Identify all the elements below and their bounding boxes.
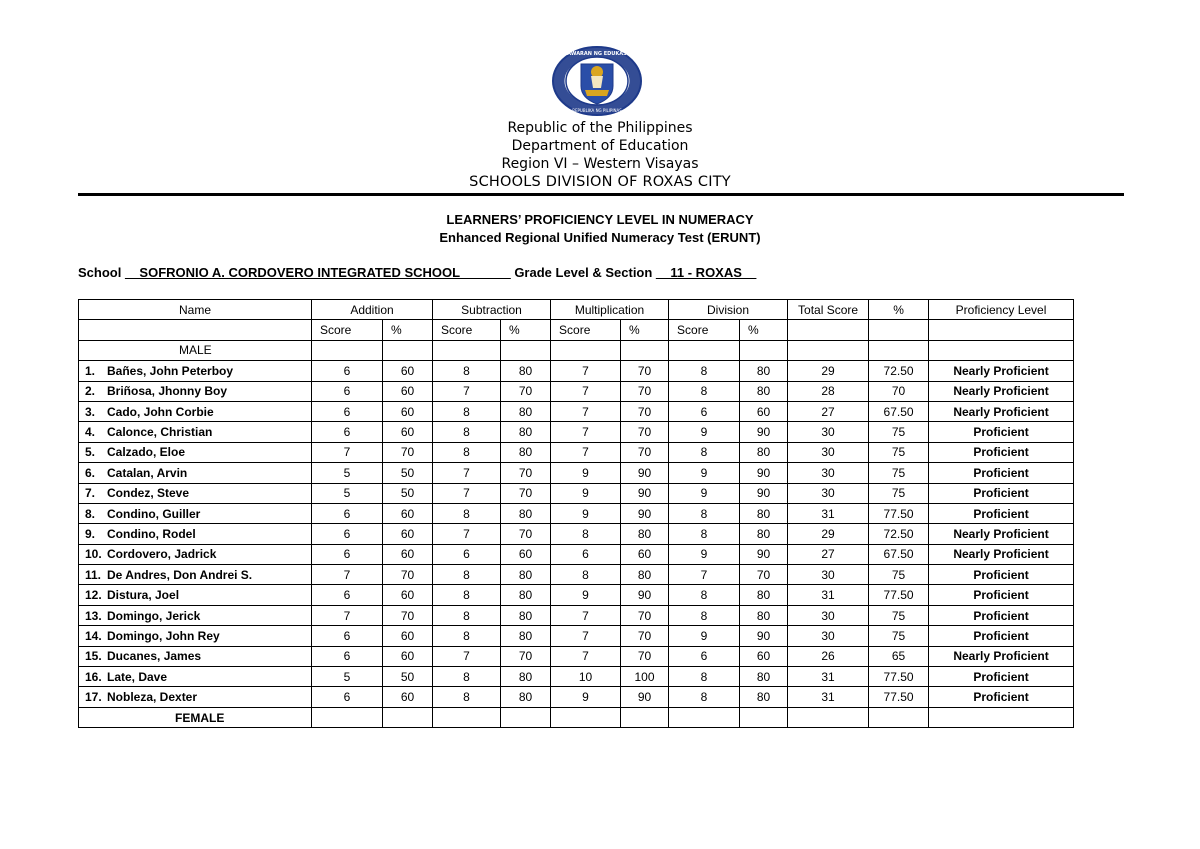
addition-percent-cell: 50 <box>383 483 433 503</box>
total-percent-cell: 72.50 <box>869 524 929 544</box>
total-score-cell: 30 <box>788 605 869 625</box>
multiplication-percent-cell: 90 <box>621 687 669 707</box>
learner-name-cell <box>79 401 312 421</box>
header-divider <box>78 193 1124 196</box>
proficiency-level-cell: Nearly Proficient <box>929 381 1074 401</box>
subtraction-score-cell: 8 <box>433 361 501 381</box>
learner-name: Late, Dave <box>107 669 168 684</box>
learner-number: 7. <box>85 486 96 501</box>
proficiency-level-cell: Nearly Proficient <box>929 524 1074 544</box>
division-percent-cell: 60 <box>740 646 788 666</box>
subtraction-score-cell: 8 <box>433 422 501 442</box>
multiplication-score-cell: 9 <box>551 585 621 605</box>
addition-score-cell: 6 <box>312 687 383 707</box>
col-header-division: Division <box>669 300 788 320</box>
subtraction-percent-cell: 80 <box>501 667 551 687</box>
multiplication-percent-cell: 70 <box>621 401 669 421</box>
division-score-cell: 8 <box>669 687 740 707</box>
division-score-cell: 8 <box>669 667 740 687</box>
subtraction-percent-cell: 70 <box>501 381 551 401</box>
multiplication-percent-cell: 80 <box>621 524 669 544</box>
division-percent-cell: 80 <box>740 524 788 544</box>
addition-score-cell: 6 <box>312 503 383 523</box>
subheader-addition-percent: % <box>383 320 433 340</box>
table-header-row <box>79 300 1074 320</box>
learner-name: Condino, Guiller <box>107 506 201 521</box>
division-score-cell: 8 <box>669 605 740 625</box>
division-score-cell: 8 <box>669 585 740 605</box>
multiplication-score-cell: 7 <box>551 626 621 646</box>
proficiency-level-cell: Proficient <box>929 442 1074 462</box>
total-percent-cell: 65 <box>869 646 929 666</box>
proficiency-level-cell: Proficient <box>929 626 1074 646</box>
learner-name-cell <box>79 687 312 707</box>
subtraction-score-cell: 8 <box>433 667 501 687</box>
subtraction-percent-cell: 80 <box>501 626 551 646</box>
subtraction-score-cell: 8 <box>433 442 501 462</box>
subtraction-percent-cell: 80 <box>501 605 551 625</box>
total-score-cell: 27 <box>788 544 869 564</box>
addition-percent-cell: 60 <box>383 361 433 381</box>
col-header-subtraction: Subtraction <box>433 300 551 320</box>
addition-score-cell: 5 <box>312 463 383 483</box>
multiplication-percent-cell: 70 <box>621 646 669 666</box>
addition-score-cell: 6 <box>312 422 383 442</box>
group-row-male <box>79 340 1074 360</box>
learner-number: 15. <box>85 649 102 664</box>
division-percent-cell: 80 <box>740 687 788 707</box>
learner-name: Domingo, Jerick <box>107 608 201 623</box>
subtraction-score-cell: 7 <box>433 483 501 503</box>
col-header-percent: % <box>869 300 929 320</box>
total-score-cell: 30 <box>788 483 869 503</box>
subtraction-score-cell: 8 <box>433 687 501 707</box>
division-percent-cell: 90 <box>740 483 788 503</box>
proficiency-level-cell: Proficient <box>929 422 1074 442</box>
subtraction-percent-cell: 80 <box>501 565 551 585</box>
learner-name: Calzado, Eloe <box>107 445 186 460</box>
subheader-division-percent: % <box>740 320 788 340</box>
multiplication-percent-cell: 80 <box>621 565 669 585</box>
division-percent-cell: 80 <box>740 667 788 687</box>
subheader-subtraction-percent: % <box>501 320 551 340</box>
multiplication-score-cell: 9 <box>551 687 621 707</box>
proficiency-level-cell: Proficient <box>929 687 1074 707</box>
multiplication-percent-cell: 100 <box>621 667 669 687</box>
subheader-multiplication-percent: % <box>621 320 669 340</box>
table-row <box>79 463 1074 483</box>
addition-score-cell: 6 <box>312 524 383 544</box>
multiplication-percent-cell: 70 <box>621 381 669 401</box>
addition-score-cell: 7 <box>312 565 383 585</box>
division-percent-cell: 80 <box>740 503 788 523</box>
subtraction-score-cell: 8 <box>433 626 501 646</box>
multiplication-score-cell: 6 <box>551 544 621 564</box>
proficiency-table <box>78 299 1074 728</box>
division-percent-cell: 90 <box>740 626 788 646</box>
learner-name: Cordovero, Jadrick <box>107 547 217 562</box>
multiplication-percent-cell: 70 <box>621 422 669 442</box>
total-percent-cell: 75 <box>869 442 929 462</box>
division-percent-cell: 80 <box>740 361 788 381</box>
learner-number: 6. <box>85 465 96 480</box>
table-row <box>79 524 1074 544</box>
total-percent-cell: 75 <box>869 483 929 503</box>
deped-seal-logo <box>551 46 643 116</box>
division-score-cell: 8 <box>669 524 740 544</box>
total-score-cell: 31 <box>788 687 869 707</box>
page-title: LEARNERS’ PROFICIENCY LEVEL IN NUMERACY <box>446 212 754 227</box>
subheader-empty <box>929 320 1074 340</box>
division-score-cell: 7 <box>669 565 740 585</box>
proficiency-level-cell: Proficient <box>929 585 1074 605</box>
total-score-cell: 30 <box>788 463 869 483</box>
learner-number: 17. <box>85 690 102 705</box>
division-percent-cell: 90 <box>740 463 788 483</box>
multiplication-percent-cell: 90 <box>621 463 669 483</box>
multiplication-score-cell: 7 <box>551 381 621 401</box>
proficiency-level-cell: Proficient <box>929 667 1074 687</box>
division-score-cell: 9 <box>669 544 740 564</box>
learner-name-cell <box>79 524 312 544</box>
learner-name: Cado, John Corbie <box>107 404 214 419</box>
multiplication-percent-cell: 70 <box>621 626 669 646</box>
school-info-line <box>78 265 756 280</box>
subtraction-percent-cell: 80 <box>501 361 551 381</box>
learner-number: 16. <box>85 669 102 684</box>
multiplication-percent-cell: 70 <box>621 442 669 462</box>
total-score-cell: 30 <box>788 442 869 462</box>
learner-name-cell <box>79 585 312 605</box>
subheader-empty <box>869 320 929 340</box>
svg-text:KAGAWARAN NG EDUKASYON: KAGAWARAN NG EDUKASYON <box>555 51 639 57</box>
header-region: Region VI – Western Visayas <box>501 156 699 172</box>
col-header-total-score: Total Score <box>788 300 869 320</box>
addition-percent-cell: 70 <box>383 605 433 625</box>
svg-text:REPUBLIKA NG PILIPINAS: REPUBLIKA NG PILIPINAS <box>572 108 622 113</box>
group-row-female <box>79 707 1074 727</box>
subtraction-percent-cell: 80 <box>501 585 551 605</box>
multiplication-percent-cell: 60 <box>621 544 669 564</box>
subtraction-score-cell: 7 <box>433 463 501 483</box>
division-score-cell: 8 <box>669 381 740 401</box>
subtraction-score-cell: 7 <box>433 524 501 544</box>
subheader-subtraction-score: Score <box>433 320 501 340</box>
total-score-cell: 31 <box>788 585 869 605</box>
learner-name-cell <box>79 361 312 381</box>
division-percent-cell: 80 <box>740 381 788 401</box>
addition-percent-cell: 60 <box>383 401 433 421</box>
grade-label: Grade Level & Section <box>510 265 656 280</box>
learner-name-cell <box>79 463 312 483</box>
division-score-cell: 9 <box>669 463 740 483</box>
header-division: SCHOOLS DIVISION OF ROXAS CITY <box>469 174 731 190</box>
proficiency-level-cell: Nearly Proficient <box>929 401 1074 421</box>
learner-number: 14. <box>85 628 102 643</box>
subtraction-score-cell: 8 <box>433 503 501 523</box>
learner-number: 10. <box>85 547 102 562</box>
learner-name: Distura, Joel <box>107 588 180 603</box>
table-row <box>79 483 1074 503</box>
multiplication-score-cell: 9 <box>551 463 621 483</box>
subtraction-percent-cell: 70 <box>501 646 551 666</box>
multiplication-score-cell: 8 <box>551 565 621 585</box>
total-score-cell: 30 <box>788 422 869 442</box>
subtraction-score-cell: 7 <box>433 381 501 401</box>
division-percent-cell: 90 <box>740 544 788 564</box>
table-row <box>79 442 1074 462</box>
learner-name-cell <box>79 503 312 523</box>
subtraction-score-cell: 8 <box>433 401 501 421</box>
division-score-cell: 9 <box>669 483 740 503</box>
addition-percent-cell: 60 <box>383 544 433 564</box>
division-score-cell: 9 <box>669 422 740 442</box>
multiplication-score-cell: 7 <box>551 442 621 462</box>
total-score-cell: 30 <box>788 626 869 646</box>
page-subtitle: Enhanced Regional Unified Numeracy Test (ERUNT) <box>439 230 761 245</box>
addition-score-cell: 6 <box>312 585 383 605</box>
division-score-cell: 8 <box>669 503 740 523</box>
subtraction-percent-cell: 70 <box>501 483 551 503</box>
header-country: Republic of the Philippines <box>507 120 693 136</box>
col-header-multiplication: Multiplication <box>551 300 669 320</box>
division-percent-cell: 80 <box>740 442 788 462</box>
subtraction-score-cell: 8 <box>433 585 501 605</box>
total-score-cell: 29 <box>788 524 869 544</box>
total-score-cell: 30 <box>788 565 869 585</box>
learner-name-cell <box>79 565 312 585</box>
total-percent-cell: 72.50 <box>869 361 929 381</box>
proficiency-level-cell: Proficient <box>929 503 1074 523</box>
division-percent-cell: 60 <box>740 401 788 421</box>
addition-percent-cell: 50 <box>383 463 433 483</box>
proficiency-level-cell: Nearly Proficient <box>929 646 1074 666</box>
proficiency-level-cell: Proficient <box>929 605 1074 625</box>
subtraction-score-cell: 8 <box>433 565 501 585</box>
learner-number: 3. <box>85 404 96 419</box>
subtraction-percent-cell: 70 <box>501 463 551 483</box>
multiplication-percent-cell: 70 <box>621 361 669 381</box>
proficiency-level-cell: Proficient <box>929 565 1074 585</box>
table-row <box>79 422 1074 442</box>
learner-name: Condino, Rodel <box>107 526 196 541</box>
multiplication-percent-cell: 90 <box>621 483 669 503</box>
addition-percent-cell: 50 <box>383 667 433 687</box>
table-row <box>79 503 1074 523</box>
total-percent-cell: 67.50 <box>869 544 929 564</box>
subtraction-score-cell: 6 <box>433 544 501 564</box>
total-score-cell: 31 <box>788 667 869 687</box>
total-score-cell: 29 <box>788 361 869 381</box>
total-percent-cell: 77.50 <box>869 503 929 523</box>
col-header-addition: Addition <box>312 300 433 320</box>
table-row <box>79 381 1074 401</box>
addition-score-cell: 6 <box>312 646 383 666</box>
total-percent-cell: 75 <box>869 422 929 442</box>
subtraction-score-cell: 7 <box>433 646 501 666</box>
multiplication-score-cell: 9 <box>551 503 621 523</box>
division-score-cell: 6 <box>669 646 740 666</box>
learner-name: Domingo, John Rey <box>107 628 220 643</box>
learner-number: 11. <box>85 567 102 582</box>
multiplication-score-cell: 10 <box>551 667 621 687</box>
group-label-male: MALE <box>79 340 312 360</box>
total-score-cell: 28 <box>788 381 869 401</box>
table-row <box>79 626 1074 646</box>
addition-score-cell: 5 <box>312 667 383 687</box>
total-score-cell: 27 <box>788 401 869 421</box>
learner-name-cell <box>79 544 312 564</box>
total-score-cell: 31 <box>788 503 869 523</box>
addition-percent-cell: 60 <box>383 646 433 666</box>
subtraction-percent-cell: 80 <box>501 442 551 462</box>
addition-score-cell: 6 <box>312 361 383 381</box>
addition-score-cell: 6 <box>312 626 383 646</box>
learner-name-cell <box>79 605 312 625</box>
addition-percent-cell: 60 <box>383 503 433 523</box>
multiplication-score-cell: 7 <box>551 646 621 666</box>
learner-name-cell <box>79 381 312 401</box>
addition-percent-cell: 60 <box>383 687 433 707</box>
table-subheader-row <box>79 320 1074 340</box>
multiplication-score-cell: 7 <box>551 401 621 421</box>
addition-score-cell: 6 <box>312 544 383 564</box>
addition-percent-cell: 60 <box>383 422 433 442</box>
multiplication-score-cell: 8 <box>551 524 621 544</box>
col-header-name: Name <box>79 300 312 320</box>
proficiency-level-cell: Proficient <box>929 463 1074 483</box>
total-percent-cell: 77.50 <box>869 585 929 605</box>
total-score-cell: 26 <box>788 646 869 666</box>
learner-number: 2. <box>85 384 96 399</box>
multiplication-score-cell: 7 <box>551 422 621 442</box>
school-value: __SOFRONIO A. CORDOVERO INTEGRATED SCHOOL_______ <box>124 265 511 280</box>
table-row <box>79 401 1074 421</box>
division-score-cell: 6 <box>669 401 740 421</box>
subheader-empty <box>788 320 869 340</box>
subheader-empty <box>79 320 312 340</box>
addition-score-cell: 5 <box>312 483 383 503</box>
division-score-cell: 8 <box>669 361 740 381</box>
subheader-multiplication-score: Score <box>551 320 621 340</box>
multiplication-percent-cell: 90 <box>621 585 669 605</box>
total-percent-cell: 77.50 <box>869 667 929 687</box>
learner-number: 12. <box>85 588 102 603</box>
division-percent-cell: 70 <box>740 565 788 585</box>
learner-number: 4. <box>85 425 96 440</box>
division-score-cell: 9 <box>669 626 740 646</box>
addition-score-cell: 7 <box>312 605 383 625</box>
division-score-cell: 8 <box>669 442 740 462</box>
learner-name-cell <box>79 483 312 503</box>
group-label-female: FEMALE <box>79 707 312 727</box>
subtraction-percent-cell: 80 <box>501 503 551 523</box>
subtraction-percent-cell: 80 <box>501 422 551 442</box>
total-percent-cell: 70 <box>869 381 929 401</box>
total-percent-cell: 75 <box>869 565 929 585</box>
total-percent-cell: 75 <box>869 626 929 646</box>
learner-name: Calonce, Christian <box>107 425 213 440</box>
total-percent-cell: 75 <box>869 605 929 625</box>
table-row <box>79 544 1074 564</box>
table-row <box>79 565 1074 585</box>
table-row <box>79 687 1074 707</box>
learner-number: 5. <box>85 445 96 460</box>
multiplication-score-cell: 7 <box>551 605 621 625</box>
subtraction-percent-cell: 80 <box>501 401 551 421</box>
addition-percent-cell: 60 <box>383 381 433 401</box>
subheader-addition-score: Score <box>312 320 383 340</box>
subtraction-percent-cell: 80 <box>501 687 551 707</box>
proficiency-level-cell: Proficient <box>929 483 1074 503</box>
multiplication-percent-cell: 70 <box>621 605 669 625</box>
learner-number: 13. <box>85 608 102 623</box>
multiplication-score-cell: 7 <box>551 361 621 381</box>
learner-name: Catalan, Arvin <box>107 465 188 480</box>
addition-percent-cell: 60 <box>383 626 433 646</box>
total-percent-cell: 75 <box>869 463 929 483</box>
learner-name: Bañes, John Peterboy <box>107 363 234 378</box>
learner-name: De Andres, Don Andrei S. <box>107 567 253 582</box>
division-percent-cell: 90 <box>740 422 788 442</box>
total-percent-cell: 67.50 <box>869 401 929 421</box>
table-row <box>79 361 1074 381</box>
addition-percent-cell: 60 <box>383 585 433 605</box>
table-row <box>79 667 1074 687</box>
learner-name-cell <box>79 442 312 462</box>
multiplication-score-cell: 9 <box>551 483 621 503</box>
division-percent-cell: 80 <box>740 585 788 605</box>
table-row <box>79 605 1074 625</box>
learner-name: Ducanes, James <box>107 649 202 664</box>
total-percent-cell: 77.50 <box>869 687 929 707</box>
learner-number: 9. <box>85 526 96 541</box>
learner-name: Nobleza, Dexter <box>107 690 198 705</box>
addition-percent-cell: 70 <box>383 565 433 585</box>
subheader-division-score: Score <box>669 320 740 340</box>
col-header-proficiency-level: Proficiency Level <box>929 300 1074 320</box>
proficiency-level-cell: Nearly Proficient <box>929 544 1074 564</box>
learner-number: 8. <box>85 506 96 521</box>
learner-name-cell <box>79 667 312 687</box>
school-label: School <box>78 265 125 280</box>
learner-name-cell <box>79 626 312 646</box>
learner-name: Condez, Steve <box>107 486 190 501</box>
table-row <box>79 646 1074 666</box>
multiplication-percent-cell: 90 <box>621 503 669 523</box>
subtraction-percent-cell: 60 <box>501 544 551 564</box>
learner-name: Briñosa, Jhonny Boy <box>107 384 228 399</box>
learner-number: 1. <box>85 363 96 378</box>
addition-score-cell: 6 <box>312 381 383 401</box>
addition-percent-cell: 60 <box>383 524 433 544</box>
header-department: Department of Education <box>511 138 689 154</box>
table-row <box>79 585 1074 605</box>
addition-percent-cell: 70 <box>383 442 433 462</box>
learner-name-cell <box>79 422 312 442</box>
addition-score-cell: 7 <box>312 442 383 462</box>
proficiency-level-cell: Nearly Proficient <box>929 361 1074 381</box>
subtraction-percent-cell: 70 <box>501 524 551 544</box>
division-percent-cell: 80 <box>740 605 788 625</box>
learner-name-cell <box>79 646 312 666</box>
grade-value: __11 - ROXAS__ <box>655 265 757 280</box>
subtraction-score-cell: 8 <box>433 605 501 625</box>
addition-score-cell: 6 <box>312 401 383 421</box>
